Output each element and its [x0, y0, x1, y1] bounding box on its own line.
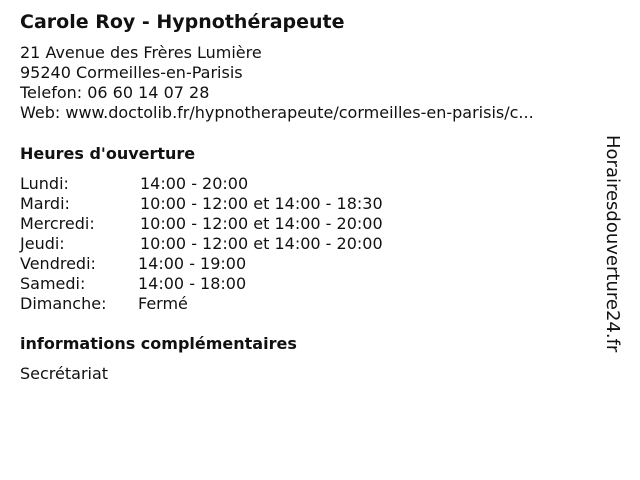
site-watermark: Horairesdouverture24.fr	[602, 135, 623, 353]
day-label: Jeudi:	[20, 234, 65, 253]
opening-hours-heading: Heures d'ouverture	[20, 144, 196, 163]
day-label: Dimanche:	[20, 294, 107, 313]
day-hours: 10:00 - 12:00 et 14:00 - 18:30	[140, 194, 383, 213]
day-label: Vendredi:	[20, 254, 96, 273]
website-link[interactable]: Web: www.doctolib.fr/hypnotherapeute/cormeilles-en-parisis/c...	[20, 103, 534, 122]
day-hours: 14:00 - 20:00	[140, 174, 249, 193]
day-label: Lundi:	[20, 174, 69, 193]
day-hours: 10:00 - 12:00 et 14:00 - 20:00	[140, 214, 383, 233]
additional-info-text: Secrétariat	[20, 364, 109, 383]
address-line-street: 21 Avenue des Frères Lumière	[20, 43, 262, 62]
business-name: Carole Roy - Hypnothérapeute	[20, 11, 345, 33]
day-label: Mercredi:	[20, 214, 95, 233]
day-hours: 14:00 - 18:00	[138, 274, 247, 293]
day-label: Mardi:	[20, 194, 70, 213]
address-line-city: 95240 Cormeilles-en-Parisis	[20, 63, 243, 82]
additional-info-heading: informations complémentaires	[20, 334, 297, 353]
day-hours: 14:00 - 19:00	[138, 254, 247, 273]
contact-block	[20, 43, 534, 123]
day-hours: 10:00 - 12:00 et 14:00 - 20:00	[140, 234, 383, 253]
phone-number: Telefon: 06 60 14 07 28	[20, 83, 210, 102]
day-label: Samedi:	[20, 274, 86, 293]
day-hours: Fermé	[138, 294, 188, 313]
